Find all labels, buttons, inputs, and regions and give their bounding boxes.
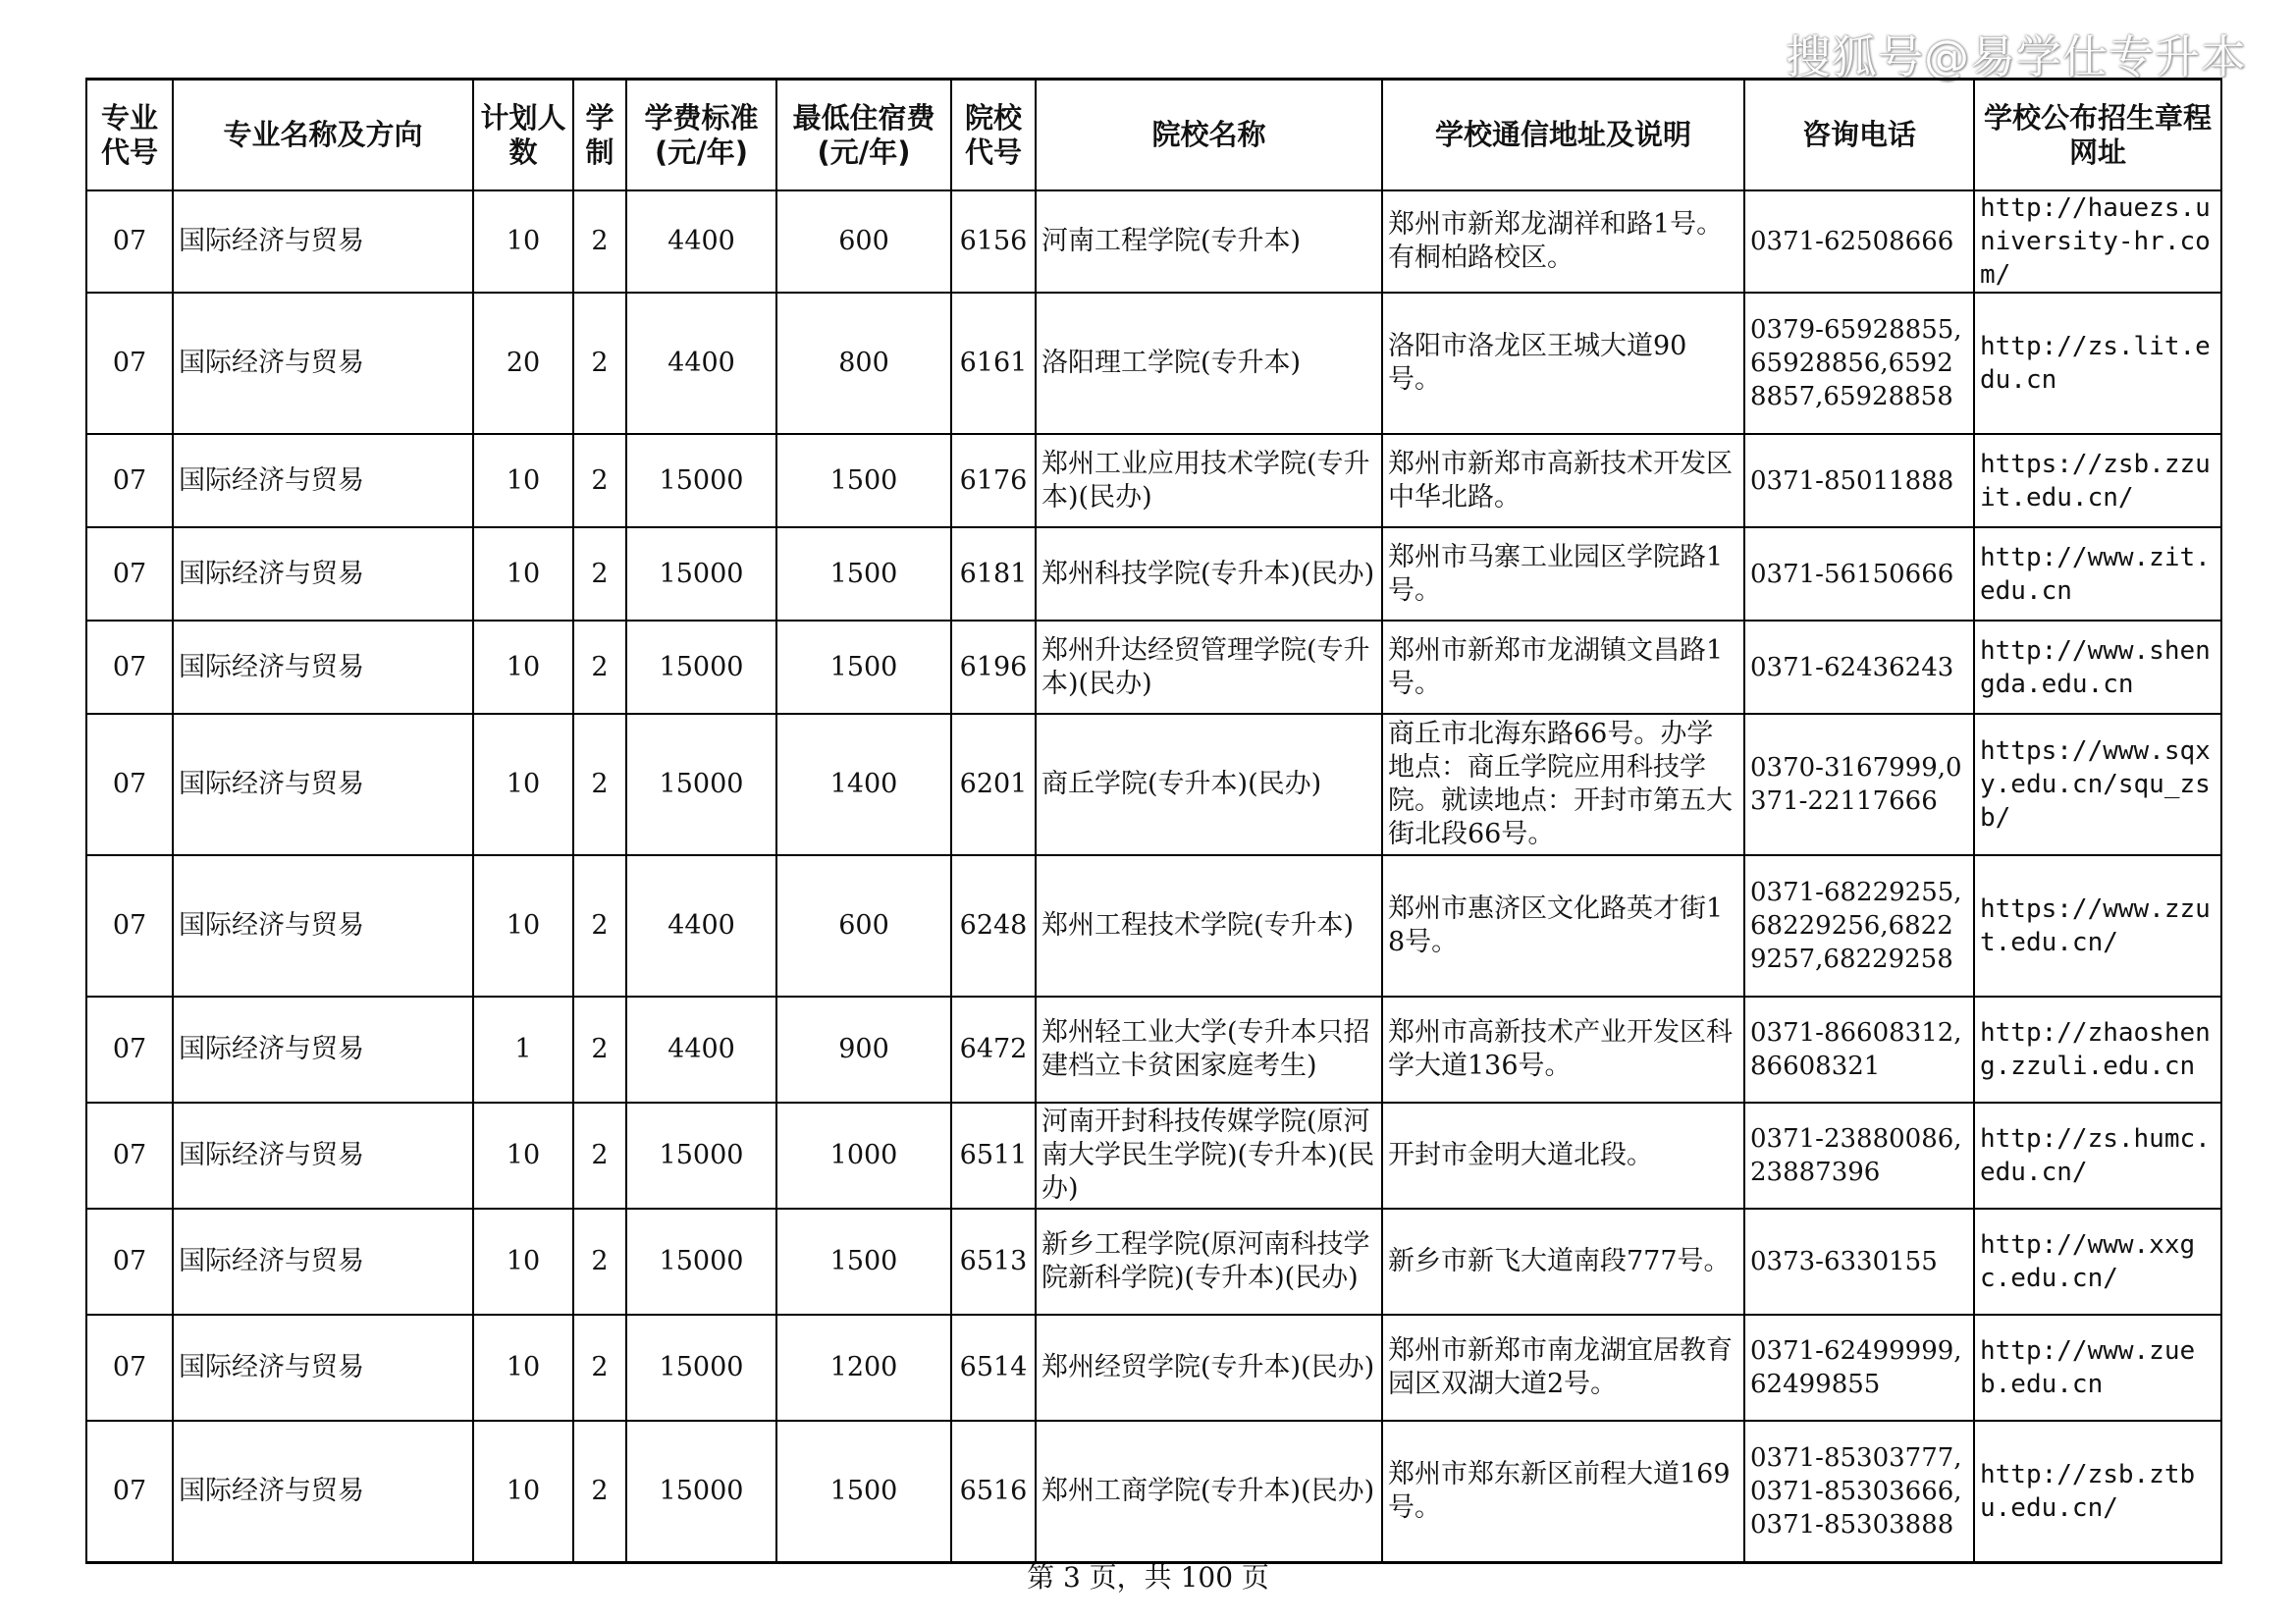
cell-school-code: 6248: [951, 855, 1036, 997]
cell-address: 郑州市新郑市龙湖镇文昌路1号。: [1382, 621, 1744, 714]
cell-address: 开封市金明大道北段。: [1382, 1103, 1744, 1209]
cell-major-code: 07: [86, 1315, 173, 1421]
cell-school-code: 6181: [951, 527, 1036, 621]
cell-plan: 10: [473, 1315, 573, 1421]
cell-phone: 0379-65928855,65928856,65928857,65928858: [1744, 293, 1974, 434]
cell-major-code: 07: [86, 1421, 173, 1562]
table-row: [86, 293, 2221, 434]
cell-plan: 10: [473, 1103, 573, 1209]
cell-school-name: 郑州经贸学院(专升本)(民办): [1036, 1315, 1382, 1421]
watermark: 搜狐号@易学仕专升本: [1786, 30, 2247, 83]
table-row: [86, 434, 2221, 527]
cell-years: 2: [573, 1421, 626, 1562]
header-tuition: 学费标准(元/年): [626, 80, 776, 191]
cell-lodging: 600: [776, 190, 951, 293]
cell-school-code: 6161: [951, 293, 1036, 434]
cell-school-name: 郑州工程技术学院(专升本): [1036, 855, 1382, 997]
cell-url: http://www.xxgc.edu.cn/: [1974, 1209, 2221, 1315]
cell-phone: 0371-62508666: [1744, 190, 1974, 293]
table-row: [86, 1103, 2221, 1209]
cell-major-code: 07: [86, 714, 173, 855]
cell-school-name: 郑州工业应用技术学院(专升本)(民办): [1036, 434, 1382, 527]
cell-years: 2: [573, 1103, 626, 1209]
cell-url: http://hauezs.university-hr.com/: [1974, 190, 2221, 293]
cell-tuition: 4400: [626, 855, 776, 997]
cell-tuition: 4400: [626, 997, 776, 1103]
cell-major-code: 07: [86, 293, 173, 434]
header-lodging: 最低住宿费(元/年): [776, 80, 951, 191]
cell-lodging: 1000: [776, 1103, 951, 1209]
cell-major-name: 国际经济与贸易: [173, 527, 473, 621]
cell-tuition: 15000: [626, 1209, 776, 1315]
cell-school-code: 6156: [951, 190, 1036, 293]
table-row: [86, 714, 2221, 855]
cell-lodging: 800: [776, 293, 951, 434]
cell-address: 郑州市新郑龙湖祥和路1号。有桐柏路校区。: [1382, 190, 1744, 293]
cell-address: 郑州市新郑市南龙湖宜居教育园区双湖大道2号。: [1382, 1315, 1744, 1421]
cell-school-name: 洛阳理工学院(专升本): [1036, 293, 1382, 434]
cell-address: 新乡市新飞大道南段777号。: [1382, 1209, 1744, 1315]
cell-lodging: 1500: [776, 434, 951, 527]
cell-major-code: 07: [86, 434, 173, 527]
cell-url: http://zhaosheng.zzuli.edu.cn: [1974, 997, 2221, 1103]
cell-address: 郑州市高新技术产业开发区科学大道136号。: [1382, 997, 1744, 1103]
cell-major-code: 07: [86, 855, 173, 997]
header-url: 学校公布招生章程网址: [1974, 80, 2221, 191]
cell-major-code: 07: [86, 1103, 173, 1209]
cell-tuition: 15000: [626, 714, 776, 855]
cell-major-name: 国际经济与贸易: [173, 714, 473, 855]
cell-phone: 0371-56150666: [1744, 527, 1974, 621]
header-major-code: 专业代号: [86, 80, 173, 191]
cell-major-name: 国际经济与贸易: [173, 997, 473, 1103]
cell-lodging: 1500: [776, 621, 951, 714]
cell-lodging: 1500: [776, 1421, 951, 1562]
header-row: [86, 80, 2221, 191]
table-row: [86, 1315, 2221, 1421]
cell-url: https://www.sqxy.edu.cn/squ_zsb/: [1974, 714, 2221, 855]
admissions-table: [85, 78, 2222, 1564]
cell-years: 2: [573, 190, 626, 293]
cell-phone: 0371-86608312,86608321: [1744, 997, 1974, 1103]
cell-plan: 10: [473, 855, 573, 997]
cell-phone: 0371-85011888: [1744, 434, 1974, 527]
table-row: [86, 621, 2221, 714]
cell-tuition: 15000: [626, 527, 776, 621]
cell-address: 商丘市北海东路66号。办学地点：商丘学院应用科技学院。就读地点：开封市第五大街北段66号。: [1382, 714, 1744, 855]
cell-major-name: 国际经济与贸易: [173, 1315, 473, 1421]
page-footer: 第 3 页，共 100 页: [1027, 1561, 1269, 1594]
cell-url: http://zs.humc.edu.cn/: [1974, 1103, 2221, 1209]
cell-years: 2: [573, 1209, 626, 1315]
cell-school-name: 商丘学院(专升本)(民办): [1036, 714, 1382, 855]
cell-years: 2: [573, 714, 626, 855]
cell-tuition: 15000: [626, 1421, 776, 1562]
cell-plan: 10: [473, 1421, 573, 1562]
cell-years: 2: [573, 855, 626, 997]
table-row: [86, 190, 2221, 293]
cell-school-code: 6511: [951, 1103, 1036, 1209]
cell-plan: 10: [473, 434, 573, 527]
cell-years: 2: [573, 293, 626, 434]
cell-plan: 10: [473, 714, 573, 855]
cell-school-code: 6196: [951, 621, 1036, 714]
cell-major-code: 07: [86, 190, 173, 293]
cell-major-name: 国际经济与贸易: [173, 1209, 473, 1315]
cell-school-name: 河南工程学院(专升本): [1036, 190, 1382, 293]
cell-lodging: 600: [776, 855, 951, 997]
cell-address: 郑州市惠济区文化路英才街18号。: [1382, 855, 1744, 997]
cell-lodging: 1400: [776, 714, 951, 855]
cell-tuition: 4400: [626, 293, 776, 434]
cell-lodging: 1500: [776, 527, 951, 621]
cell-school-name: 郑州工商学院(专升本)(民办): [1036, 1421, 1382, 1562]
header-plan: 计划人数: [473, 80, 573, 191]
cell-school-name: 新乡工程学院(原河南科技学院新科学院)(专升本)(民办): [1036, 1209, 1382, 1315]
cell-major-name: 国际经济与贸易: [173, 1103, 473, 1209]
cell-major-code: 07: [86, 997, 173, 1103]
cell-url: https://zsb.zzuit.edu.cn/: [1974, 434, 2221, 527]
cell-phone: 0371-62436243: [1744, 621, 1974, 714]
cell-major-code: 07: [86, 1209, 173, 1315]
cell-school-name: 河南开封科技传媒学院(原河南大学民生学院)(专升本)(民办): [1036, 1103, 1382, 1209]
header-years: 学制: [573, 80, 626, 191]
cell-major-name: 国际经济与贸易: [173, 1421, 473, 1562]
cell-address: 郑州市马寨工业园区学院路1号。: [1382, 527, 1744, 621]
cell-plan: 10: [473, 621, 573, 714]
cell-url: https://www.zzut.edu.cn/: [1974, 855, 2221, 997]
cell-plan: 10: [473, 1209, 573, 1315]
cell-plan: 1: [473, 997, 573, 1103]
cell-tuition: 15000: [626, 621, 776, 714]
cell-major-code: 07: [86, 621, 173, 714]
cell-plan: 10: [473, 527, 573, 621]
cell-major-name: 国际经济与贸易: [173, 434, 473, 527]
header-major-name: 专业名称及方向: [173, 80, 473, 191]
cell-lodging: 900: [776, 997, 951, 1103]
cell-phone: 0370-3167999,0371-22117666: [1744, 714, 1974, 855]
cell-address: 洛阳市洛龙区王城大道90号。: [1382, 293, 1744, 434]
cell-major-name: 国际经济与贸易: [173, 855, 473, 997]
cell-school-name: 郑州科技学院(专升本)(民办): [1036, 527, 1382, 621]
cell-address: 郑州市郑东新区前程大道169号。: [1382, 1421, 1744, 1562]
cell-lodging: 1200: [776, 1315, 951, 1421]
table-row: [86, 855, 2221, 997]
table-row: [86, 1209, 2221, 1315]
cell-phone: 0371-68229255,68229256,68229257,68229258: [1744, 855, 1974, 997]
cell-phone: 0371-85303777,0371-85303666,0371-85303888: [1744, 1421, 1974, 1562]
header-phone: 咨询电话: [1744, 80, 1974, 191]
cell-tuition: 15000: [626, 1315, 776, 1421]
cell-tuition: 4400: [626, 190, 776, 293]
cell-school-code: 6516: [951, 1421, 1036, 1562]
cell-tuition: 15000: [626, 1103, 776, 1209]
cell-major-code: 07: [86, 527, 173, 621]
table-row: [86, 997, 2221, 1103]
cell-school-code: 6513: [951, 1209, 1036, 1315]
cell-years: 2: [573, 621, 626, 714]
cell-url: http://zs.lit.edu.cn: [1974, 293, 2221, 434]
cell-url: http://www.zit.edu.cn: [1974, 527, 2221, 621]
header-school-name: 院校名称: [1036, 80, 1382, 191]
cell-major-name: 国际经济与贸易: [173, 293, 473, 434]
cell-url: http://www.shengda.edu.cn: [1974, 621, 2221, 714]
cell-years: 2: [573, 1315, 626, 1421]
cell-years: 2: [573, 527, 626, 621]
cell-phone: 0371-23880086,23887396: [1744, 1103, 1974, 1209]
cell-address: 郑州市新郑市高新技术开发区中华北路。: [1382, 434, 1744, 527]
cell-school-name: 郑州升达经贸管理学院(专升本)(民办): [1036, 621, 1382, 714]
cell-major-name: 国际经济与贸易: [173, 621, 473, 714]
cell-phone: 0373-6330155: [1744, 1209, 1974, 1315]
cell-school-name: 郑州轻工业大学(专升本只招建档立卡贫困家庭考生): [1036, 997, 1382, 1103]
cell-school-code: 6201: [951, 714, 1036, 855]
header-school-code: 院校代号: [951, 80, 1036, 191]
cell-plan: 10: [473, 190, 573, 293]
cell-years: 2: [573, 997, 626, 1103]
cell-years: 2: [573, 434, 626, 527]
cell-school-code: 6514: [951, 1315, 1036, 1421]
cell-lodging: 1500: [776, 1209, 951, 1315]
cell-major-name: 国际经济与贸易: [173, 190, 473, 293]
cell-school-code: 6472: [951, 997, 1036, 1103]
cell-school-code: 6176: [951, 434, 1036, 527]
table-row: [86, 1421, 2221, 1562]
cell-plan: 20: [473, 293, 573, 434]
table-row: [86, 527, 2221, 621]
header-address: 学校通信地址及说明: [1382, 80, 1744, 191]
cell-phone: 0371-62499999,62499855: [1744, 1315, 1974, 1421]
cell-tuition: 15000: [626, 434, 776, 527]
cell-url: http://www.zueb.edu.cn: [1974, 1315, 2221, 1421]
cell-url: http://zsb.ztbu.edu.cn/: [1974, 1421, 2221, 1562]
